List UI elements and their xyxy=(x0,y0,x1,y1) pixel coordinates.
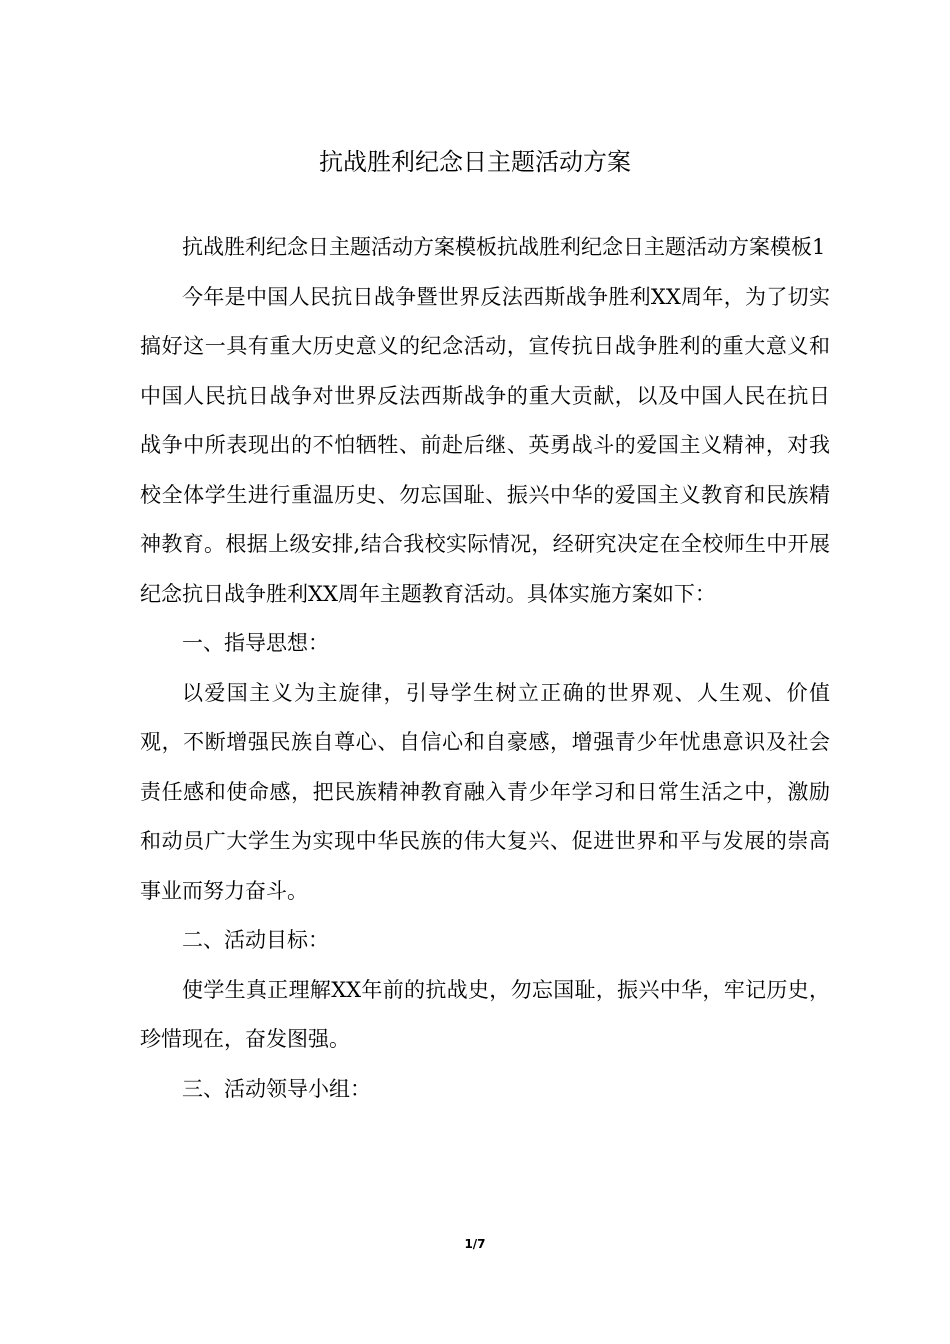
paragraph-intro: 抗战胜利纪念日主题活动方案模板抗战胜利纪念日主题活动方案模板1 xyxy=(182,235,826,259)
section-heading-leadership-group: 三、活动领导小组： xyxy=(182,1076,371,1101)
paragraph-activity-goals: 使学生真正理解XX年前的抗战史，勿忘国耻，振兴中华，牢记历史，珍惜现在，奋发图强。 xyxy=(140,977,830,1051)
page-number: 1/7 xyxy=(464,1237,486,1251)
section-heading-activity-goals: 二、活动目标： xyxy=(182,928,329,952)
document-title: 抗战胜利纪念日主题活动方案 xyxy=(319,148,631,176)
paragraph-guiding-ideology: 以爱国主义为主旋律，引导学生树立正确的世界观、人生观、价值观，不断增强民族自尊心、自信心和自豪感，增强青少年忧患意识及社会责任感和使命感，把民族精神教育融入青少年学习和日常生活之中，激励和动员广大学生为实现中华民族的伟大复兴、促进世界和平与发展的崇高事业而努力奋斗。 xyxy=(140,680,830,903)
paragraph-background: 今年是中国人民抗日战争暨世界反法西斯战争胜利XX周年，为了切实搞好这一具有重大历史意义的纪念活动，宣传抗日战争胜利的重大意义和中国人民抗日战争对世界反法西斯战争的重大贡献，以及中国人民在抗日战争中所表现出的不怕牺牲、前赴后继、英勇战斗的爱国主义精神，对我校全体学生进行重温历史、勿忘国耻、振兴中华的爱国主义教育和民族精神教育。根据上级安排,结合我校实际情况，经研究决定在全校师生中开展纪念抗日战争胜利XX周年主题教育活动。具体实施方案如下： xyxy=(140,284,830,606)
section-heading-guiding-ideology: 一、指导思想： xyxy=(182,631,329,655)
document-body xyxy=(140,223,830,1114)
